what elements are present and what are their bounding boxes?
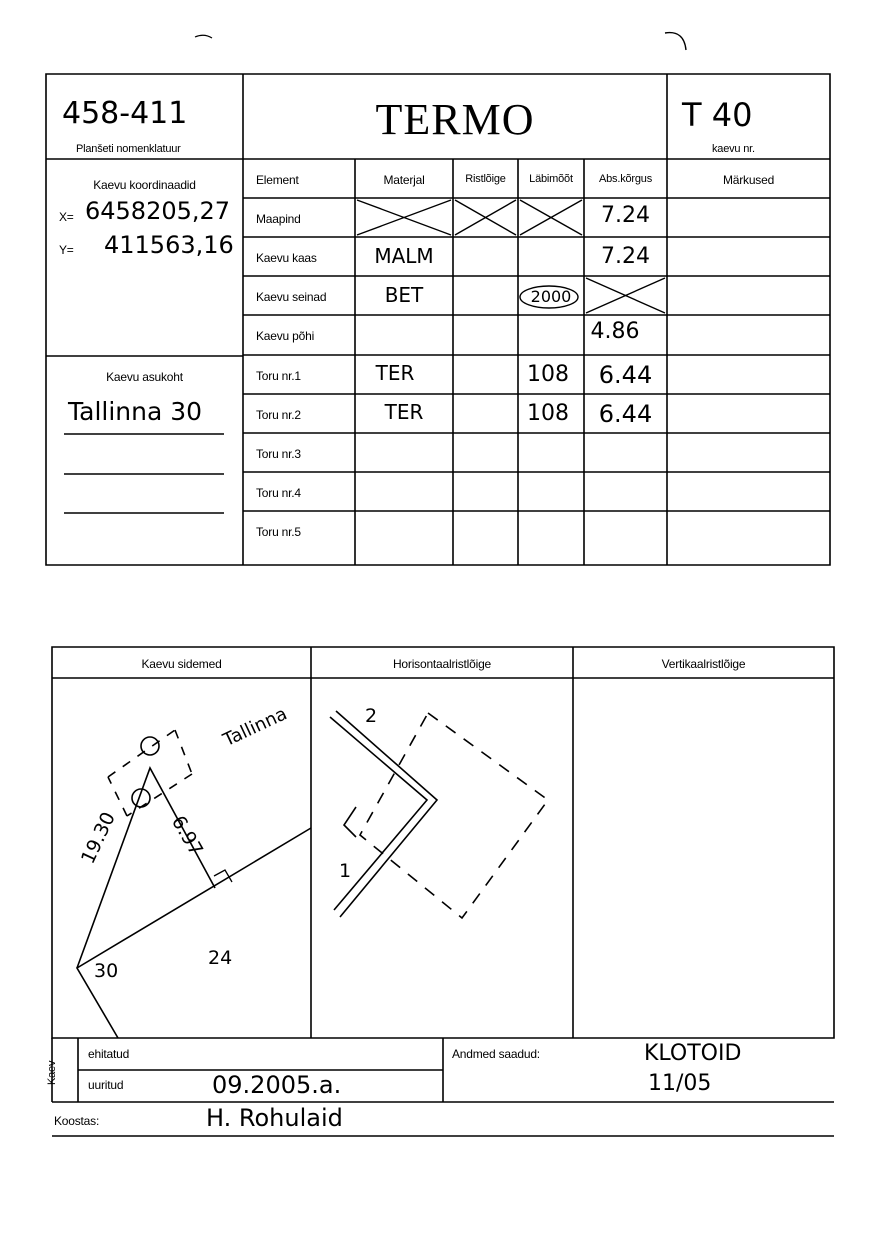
page-title: TERMO <box>375 95 535 144</box>
house-number-2-label: 24 <box>208 947 233 969</box>
table-row-element: Toru nr.1 <box>256 369 301 383</box>
well-info-card <box>0 0 874 600</box>
table-cell-abs-height: 4.86 <box>590 319 640 344</box>
well-number: T 40 <box>682 96 753 134</box>
table-cell-material: TER <box>384 400 424 424</box>
sketch-header-vertical: Vertikaalristlõige <box>661 657 746 671</box>
table-cell-diameter: 108 <box>527 401 569 426</box>
bottom-card-grid <box>0 620 874 1180</box>
house-number-label: 30 <box>94 960 119 982</box>
col-header-material: Materjal <box>383 173 425 187</box>
plansheet-label: Planšeti nomenklatuur <box>76 143 181 155</box>
col-header-abs-height: Abs.kõrgus <box>598 173 653 185</box>
plansheet-number: 458-411 <box>62 96 188 131</box>
surveyed-label: uuritud <box>88 1078 124 1092</box>
y-coordinate: 411563,16 <box>104 231 234 259</box>
surveyed-value: 09.2005.a. <box>212 1071 342 1099</box>
data-source-value-1: KLOTOID <box>644 1041 742 1066</box>
data-source-label: Andmed saadud: <box>452 1047 540 1061</box>
built-label: ehitatud <box>88 1047 130 1061</box>
table-row-element: Toru nr.5 <box>256 525 301 539</box>
pipe-1-label: 1 <box>339 860 352 882</box>
coords-label: Kaevu koordinaadid <box>93 178 196 192</box>
well-sketch-card <box>0 620 874 1180</box>
pipe-2-label: 2 <box>365 705 378 727</box>
table-cell-material: BET <box>384 283 424 307</box>
sketch-header-horizontal: Horisontaalristlõige <box>392 657 492 671</box>
compiled-value: H. Rohulaid <box>206 1104 343 1132</box>
scan-marks <box>0 0 874 80</box>
table-row-element: Kaevu seinad <box>256 290 327 304</box>
table-row-element: Toru nr.3 <box>256 447 301 461</box>
col-header-cross-section: Ristlõige <box>465 173 506 185</box>
location-label: Kaevu asukoht <box>106 370 183 384</box>
well-number-label: kaevu nr. <box>712 143 755 155</box>
table-cell-abs-height: 7.24 <box>601 203 650 228</box>
data-source-value-2: 11/05 <box>648 1071 712 1096</box>
x-coordinate: 6458205,27 <box>85 197 231 225</box>
table-row-element: Maapind <box>256 212 301 226</box>
measure-b-label: 6.97 <box>166 812 208 860</box>
sketch-header-connections: Kaevu sidemed <box>141 657 222 671</box>
table-row-element: Kaevu põhi <box>256 329 315 343</box>
measure-a-label: 19.30 <box>77 808 120 868</box>
table-cell-material: MALM <box>374 244 434 268</box>
x-prefix: X= <box>59 210 74 224</box>
table-cell-diameter: 108 <box>527 362 569 387</box>
table-cell-diameter: 2000 <box>530 287 572 306</box>
table-cell-abs-height: 6.44 <box>598 400 653 428</box>
compiled-label: Koostas: <box>54 1114 100 1128</box>
col-header-notes: Märkused <box>722 173 775 187</box>
street-label: Tallinna <box>220 703 291 752</box>
location-value: Tallinna 30 <box>68 397 203 426</box>
horizontal-section-sketch <box>330 711 548 918</box>
table-row-element: Toru nr.4 <box>256 486 301 500</box>
table-cell-abs-height: 7.24 <box>601 244 650 269</box>
well-side-label: Kaev <box>46 1060 58 1085</box>
col-header-diameter: Läbimõõt <box>529 173 573 185</box>
table-row-element: Kaevu kaas <box>256 251 317 265</box>
col-header-element: Element <box>256 173 299 187</box>
table-cell-material: TER <box>375 361 415 385</box>
location-sketch <box>77 730 311 1038</box>
table-cell-abs-height: 6.44 <box>598 361 653 389</box>
table-row-element: Toru nr.2 <box>256 408 301 422</box>
y-prefix: Y= <box>59 243 74 257</box>
